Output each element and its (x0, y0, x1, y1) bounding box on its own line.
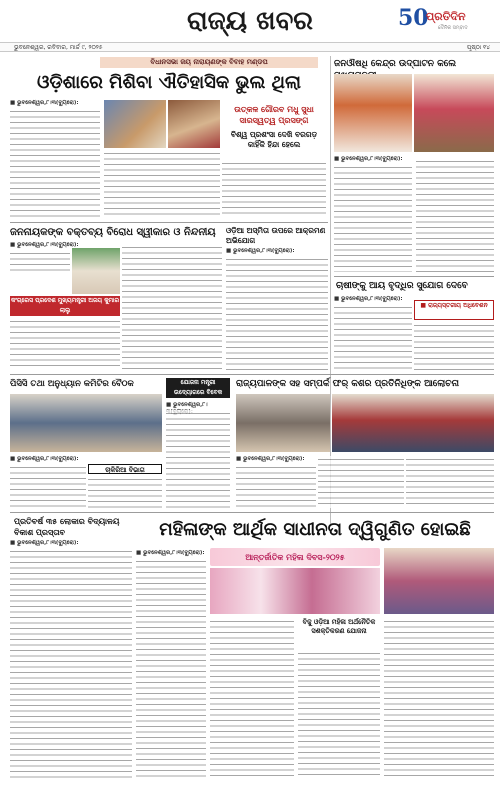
story9-byline: ■ ଭୁବନେଶ୍ୱର,୮।୩(ବ୍ୟୁରୋ): (10, 540, 79, 546)
story7-byline: ■ ଭୁବନେଶ୍ୱର,୮। (166, 402, 208, 408)
dateline-bar (0, 42, 500, 52)
story3-photo (72, 248, 120, 294)
story6-headline: ପିସିସି ତଥା ଅନୁଧ୍ୟାନ କମିଟିର ବୈଠକ (10, 379, 134, 389)
story10-body-col2 (210, 618, 294, 778)
story4-byline: ■ ଭୁବନେଶ୍ୱର,୮।୩(ବ୍ୟୁରୋ): (226, 248, 295, 254)
story1-body-col1 (10, 108, 100, 218)
page-number: ପୃଷ୍ଠା ୧୪ (466, 44, 490, 51)
story4-body (226, 256, 328, 370)
story2-byline: ■ ଭୁବନେଶ୍ୱର,୮।୩(ବ୍ୟୁରୋ): (334, 156, 403, 162)
story8-body-col2 (318, 456, 404, 508)
story5-body-col1 (334, 304, 412, 370)
story9-headline: ପ୍ରତିବର୍ଷ ୩୫ ଲୋକାର ବିଦ୍ୟାଳୟ ବିକାଶ ପ୍ରସ୍ତାବ (14, 516, 120, 537)
story6-body-col1 (10, 464, 86, 508)
story6-box-label: ଚାକିରିଆ ବିଭାଗ (88, 464, 162, 474)
story1-byline: ■ ଭୁବନେଶ୍ୱର,୮।୩(ବ୍ୟୁରୋ): (10, 100, 79, 106)
story10-headline: ମହିଳାଙ୍କ ଆର୍ଥିକ ସାଧୀନତା ଦ୍ୱିଗୁଣିତ ହୋଇଛି (159, 519, 471, 540)
story10-body-col4 (384, 618, 494, 778)
logo-number: 50 (398, 5, 429, 31)
logo-subtitle: ଦୈନିକ ସମ୍ବାଦ (438, 25, 468, 31)
story3-photo-caption: କଂଗ୍ରେସ ପ୍ରଦେଶ ମୁଖ୍ୟମନ୍ତ୍ରୀ ଅଜୟ କୁମାର ଲାଲୁ (10, 296, 120, 316)
divider (10, 374, 494, 375)
story6-byline: ■ ଭୁବନେଶ୍ୱର,୮।୩(ବ୍ୟୁରୋ): (10, 456, 79, 462)
story10-body-col3 (298, 650, 380, 778)
story9-body (10, 548, 132, 778)
story1-kicker: ବିଧାନସଭା ଜୟ ନାରାୟଣଙ୍କ ବିବାହ ମଣ୍ଡପ (100, 57, 318, 68)
divider (10, 512, 494, 513)
story8-photo-left (236, 394, 330, 452)
divider (334, 276, 494, 277)
story10-banner-photo (210, 568, 380, 614)
section-title: ରାଜ୍ୟ ଖବର (186, 6, 314, 36)
story10-photo-right (384, 548, 494, 614)
story10-byline: ■ ଭୁବନେଶ୍ୱର,୮।୩(ବ୍ୟୁରୋ): (136, 550, 205, 556)
story5-byline: ■ ଭୁବନେଶ୍ୱର,୮।୩(ବ୍ୟୁରୋ): (334, 296, 403, 302)
story1-inset-headline: ବିଶ୍ୱ ପ୍ରଶଂସା ଦେଖି ବରଗଡ଼ କାହିଁକି ହିନ୍ଦା ହେଲେ (230, 130, 318, 149)
story2-headline: ଜନଔଷଧି କେନ୍ଦ୍ର ଉଦ୍‌ଘାଟନ କଲେ (334, 59, 457, 69)
issue-date: ଭୁବନେଶ୍ୱର, ରବିବାର, ମାର୍ଚ୍ଚ ୯, ୨୦୨୫ (14, 44, 103, 51)
story10-inset-headline: ବିଜୁ ଓଡ଼ିଆ ମହିଳା ଅର୍ଥନୈତିକ ସଶକ୍ତିକରଣ ଯୋଜନା (302, 618, 376, 635)
story8-byline: ■ ଭୁବନେଶ୍ୱର,୮।୩(ବ୍ୟୁରୋ): (236, 456, 305, 462)
story8-body-col1 (236, 464, 316, 508)
newspaper-logo (398, 4, 498, 34)
story8-photo-right (332, 394, 494, 452)
story8-body-col3 (406, 456, 494, 508)
story2-body-col1 (334, 164, 412, 272)
story3-body-col1 (10, 318, 120, 370)
story2-photo-left (334, 74, 412, 152)
story1-body-col3 (222, 160, 326, 218)
story3-byline: ■ ଭୁବନେଶ୍ୱର,୮।୩(ବ୍ୟୁରୋ): (10, 242, 79, 248)
story10-body-col1 (136, 558, 206, 778)
logo-name: ପ୍ରତିଦିନ (426, 10, 466, 23)
story1-photo-right (168, 100, 220, 148)
story6-body-col2 (88, 476, 162, 508)
story8-headline: ରାଜ୍ୟପାଳଙ୍କ ସହ ସମ୍ପର୍କ ଫର୍ କଶର ପ୍ରତିନିଧିଙ୍କ ଆଲୋଚନା (236, 379, 459, 389)
story3-body-col2 (122, 244, 222, 370)
story1-subhead: ଉତ୍କଳ ଗୌରବ ମଧୁ ସୁଧା ସାରସ୍ୱତ୍ୱ ପ୍ରସଙ୍ଗ (234, 104, 314, 125)
story5-box-label: ■ ରାଜ୍ୟସ୍ତରୀୟ ଅଧିବେଶନ (414, 300, 494, 320)
story6-photo (10, 394, 162, 452)
story1-body-col2 (104, 150, 220, 218)
story4-headline: ଓଡ଼ିଆ ଅସ୍ମିତା ଉପରେ ଆକ୍ରମଣ ଅଭିଯୋଗ (226, 226, 326, 245)
story2-photo-right (414, 74, 494, 152)
banner-text: ଆନ୍ତର୍ଜାତିକ ମହିଳା ଦିବସ-୨୦୨୫ (245, 552, 345, 562)
divider (10, 222, 328, 223)
story1-headline: ଓଡ଼ିଶାରେ ମିଶିବା ଐତିହାସିକ ଭୁଲ ଥିଲା (37, 72, 301, 93)
story5-headline: ଚାଷୀଙ୍କୁ ଆୟ ବୃଦ୍ଧିର ସୁଯୋଗ ଦେବେ (336, 281, 468, 291)
story7-headline: ଯୋଜନା ମନ୍ତ୍ରୀ ଉଦ୍ୟୋଗରେ ବିବେକ (166, 378, 230, 398)
story2-body-col2 (416, 158, 494, 272)
story3-headline: ଜନନାୟକଙ୍କ ବକ୍ତବ୍ୟ ବିରୋଧ ସ୍ୱୀକାର ଓ ନିନ୍ଦନୀୟ (10, 227, 216, 238)
story3-body-lead (10, 250, 70, 274)
story1-photo-left (104, 100, 166, 148)
story5-body-col2 (414, 322, 494, 370)
story7-body (166, 410, 230, 508)
